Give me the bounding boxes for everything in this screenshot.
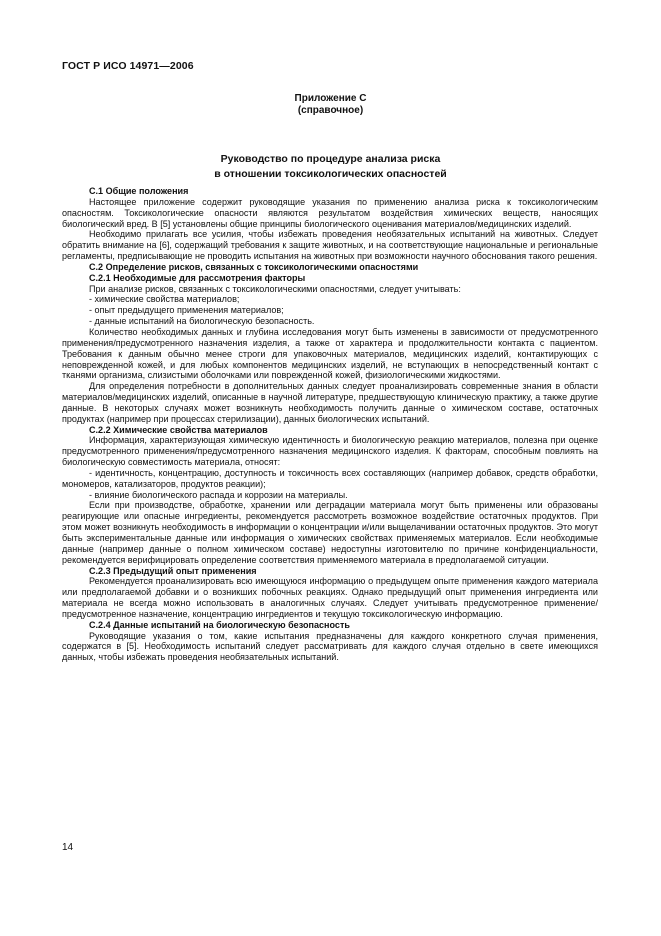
section-c1-paragraph-2: Необходимо прилагать все усилия, чтобы избежать проведения необязательных испытаний на животных. Следует обратить внимание на [6], содержащий требования к защите животных, и на соответствующие национальные и региональные регламенты, предписывающие не проводить испытания на животных при возможности научного обоснования такого решения. bbox=[62, 229, 598, 262]
section-c24-heading: С.2.4 Данные испытаний на биологическую безопасность bbox=[89, 619, 350, 630]
page-number: 14 bbox=[62, 842, 74, 853]
section-c24-paragraph-1: Руководящие указания о том, какие испытания предназначены для каждого конкретного случая применения, содержатся в [5]. Необходимость испытаний следует рассматривать для каждого случая отдельно в свете имеющихся данных, чтобы избежать проведения необязательных испытаний. bbox=[62, 630, 598, 663]
list-item: - химические свойства материалов; bbox=[89, 294, 240, 305]
section-c1-heading: С.1 Общие положения bbox=[89, 186, 189, 196]
title-line-2: в отношении токсикологических опасностей bbox=[214, 167, 447, 180]
section-c23-paragraph-1: Рекомендуется проанализировать всю имеющуюся информацию о предыдущем опыте применения каждого материала или предполагаемой добавки и о возникших побочных реакциях. Однако предыдущий опыт применения ингредиента или материала не всегда можно использовать в аналогичных случаях. Следует учитывать предусмотренное применение/предусмотренное назначение, концентрацию ингредиентов и текущую токсикологическую информацию. bbox=[62, 576, 598, 619]
list-item: - данные испытаний на биологическую безопасность. bbox=[89, 316, 315, 327]
appendix-title bbox=[0, 152, 661, 181]
document-body bbox=[62, 186, 598, 663]
section-c1-paragraph-1: Настоящее приложение содержит руководящие указания по применению анализа риска к токсикологическим опасностям. Токсикологические опасности являются результатом воздействия химических веществ, наносящих биологический вред. В [5] установлены общие принципы биологического оценивания материалов/медицинских изделий. bbox=[62, 196, 598, 229]
section-c23-heading: С.2.3 Предыдущий опыт применения bbox=[89, 565, 257, 576]
title-line-1: Руководство по процедуре анализа риска bbox=[220, 153, 441, 165]
list-item: - влияние биологического распада и коррозии на материалы. bbox=[89, 489, 348, 500]
section-c2-heading: С.2 Определение рисков, связанных с токсикологическими опасностями bbox=[89, 261, 419, 272]
section-c21-intro: При анализе рисков, связанных с токсикологическими опасностями, следует учитывать: bbox=[89, 283, 461, 294]
section-c22-paragraph-1: Информация, характеризующая химическую идентичность и биологическую реакцию материалов, полезна при оценке предусмотренного применения/предусмотренного назначения медицинского изделия. К факторам, способным повлиять на биологическую совместимость материала, относят: bbox=[62, 435, 598, 468]
section-c22-paragraph-2: Если при производстве, обработке, хранении или деградации материала могут быть применены или образованы реагирующие или опасные ингредиенты, рекомендуется рассмотреть возможное воздействие остаточных продуктов. При этом может возникнуть необходимость в информации о концентрации и/или выщелачивании остаточных продуктов. Это могут быть экспериментальные данные или информация о химических свойствах применяемых материалов. Если необходимые данные (например данные о полном химическом составе) недоступны изготовителю по причине конфиденциальности, рекомендуется верифицировать определение соответствия применяемого материала в предполагаемой ситуации. bbox=[62, 500, 598, 565]
appendix-label: Приложение С bbox=[294, 93, 367, 104]
list-item: - опыт предыдущего применения материалов; bbox=[89, 305, 284, 316]
appendix-type: (справочное) bbox=[297, 105, 364, 116]
section-c21-paragraph-1: Количество необходимых данных и глубина исследования могут быть изменены в зависимости от предусмотренного применения/предусмотренного назначения изделия, а также от характера и продолжительности контакта с пациентом. Требования к данным обычно менее строги для упаковочных материалов, медицинских изделий, контактирующих с неповрежденной кожей, и для любых компонентов медицинских изделий, не вступающих в непосредственный контакт с тканями организма, слизистыми оболочками или поврежденной кожей, физиологическими жидкостями. bbox=[62, 326, 598, 381]
section-c21-paragraph-2: Для определения потребности в дополнительных данных следует проанализировать современные знания в области материалов/медицинских изделий, описанные в научной литературе, предшествующую клиническую практику, а также другие данные. В некоторых случаях может возникнуть необходимость получить данные о химическом составе, остаточных продуктах (например при процессах стерилизации), данных биологических испытаний. bbox=[62, 381, 598, 424]
list-item: - идентичность, концентрацию, доступность и токсичность всех составляющих (например добавок, средств обработки, мономеров, катализаторов, продуктов реакции); bbox=[62, 467, 598, 489]
document-header: ГОСТ Р ИСО 14971—2006 bbox=[62, 60, 194, 72]
section-c22-heading: С.2.2 Химические свойства материалов bbox=[89, 424, 268, 435]
section-c21-heading: С.2.1 Необходимые для рассмотрения факторы bbox=[89, 272, 306, 283]
